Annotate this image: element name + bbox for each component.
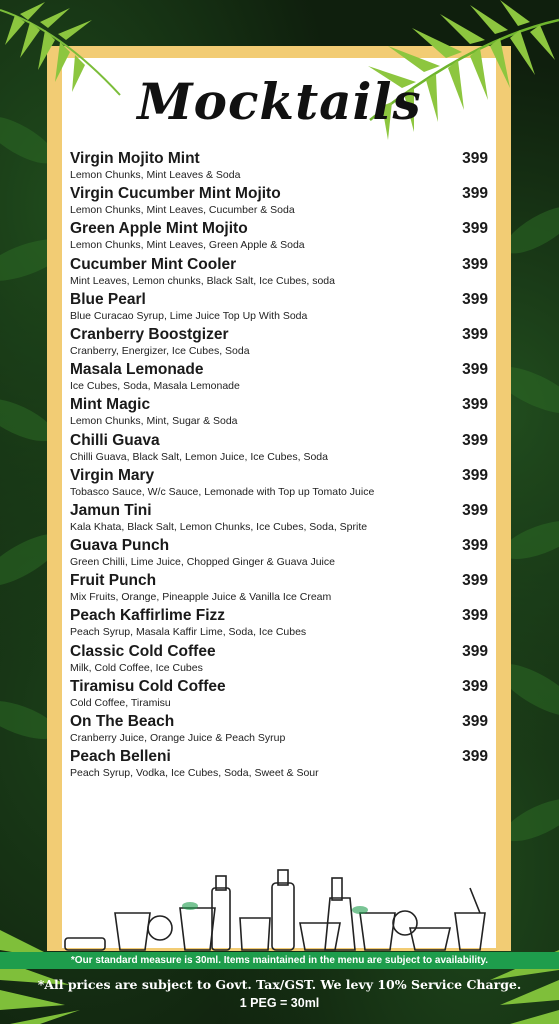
menu-item-price: 399 [462, 466, 488, 484]
menu-item-name: Tiramisu Cold Coffee [70, 677, 226, 695]
menu-item [70, 150, 488, 185]
menu-item-description: Chilli Guava, Black Salt, Lemon Juice, Ice Cubes, Soda [70, 450, 328, 463]
menu-item [70, 467, 488, 502]
menu-item-name: Virgin Mojito Mint [70, 150, 200, 167]
menu-list [70, 150, 488, 783]
menu-item-price: 399 [462, 361, 488, 379]
menu-item-name: Virgin Mary [70, 466, 155, 484]
menu-item-price: 399 [462, 431, 488, 449]
menu-item-name: Mint Magic [70, 396, 151, 414]
menu-item [70, 643, 488, 678]
menu-item-description: Cranberry, Energizer, Ice Cubes, Soda [70, 344, 250, 357]
menu-item [70, 396, 488, 431]
menu-item-description: Mix Fruits, Orange, Pineapple Juice & Vanilla Ice Cream [70, 591, 332, 604]
menu-item-name: Peach Belleni [70, 748, 171, 766]
menu-item-price: 399 [462, 290, 488, 308]
menu-item-description: Mint Leaves, Lemon chunks, Black Salt, Ice Cubes, soda [70, 274, 335, 287]
menu-item-name: Blue Pearl [70, 290, 146, 308]
menu-item-price: 399 [462, 642, 488, 660]
menu-item-name: Guava Punch [70, 537, 170, 555]
menu-item-description: Green Chilli, Lime Juice, Chopped Ginger & Guava Juice [70, 556, 335, 569]
tax-notice: *All prices are subject to Govt. Tax/GST. We levy 10% Service Charge. [37, 977, 522, 992]
menu-item-name: Peach Kaffirlime Fizz [70, 607, 226, 625]
menu-item-name: Jamun Tini [70, 501, 152, 519]
menu-item-description: Peach Syrup, Masala Kaffir Lime, Soda, Ice Cubes [70, 626, 307, 639]
menu-item [70, 432, 488, 467]
menu-item-description: Lemon Chunks, Mint Leaves, Green Apple & Soda [70, 239, 305, 252]
menu-item [70, 572, 488, 607]
menu-item-name: Virgin Cucumber Mint Mojito [70, 185, 281, 203]
menu-item-price: 399 [462, 748, 488, 766]
menu-item-description: Cranberry Juice, Orange Juice & Peach Syrup [70, 732, 286, 744]
drinks-illustration [60, 868, 500, 953]
menu-item [70, 256, 488, 291]
menu-item-name: On The Beach [70, 713, 175, 730]
menu-item-price: 399 [462, 501, 488, 519]
menu-item-description: Peach Syrup, Vodka, Ice Cubes, Soda, Sweet & Sour [70, 767, 319, 780]
menu-item-price: 399 [462, 220, 488, 238]
menu-item [70, 291, 488, 326]
menu-item-price: 399 [462, 325, 488, 343]
menu-item-price: 399 [462, 607, 488, 625]
menu-item-name: Cucumber Mint Cooler [70, 255, 237, 273]
menu-item [70, 713, 488, 748]
menu-item-description: Blue Curacao Syrup, Lime Juice Top Up With Soda [70, 309, 308, 322]
menu-item [70, 361, 488, 396]
menu-item-name: Cranberry Boostgizer [70, 325, 229, 343]
menu-item-description: Kala Khata, Black Salt, Lemon Chunks, Ice Cubes, Soda, Sprite [70, 520, 368, 533]
menu-item [70, 220, 488, 255]
menu-item-price: 399 [462, 396, 488, 414]
menu-item-description: Milk, Cold Coffee, Ice Cubes [70, 661, 203, 674]
menu-item-price: 399 [462, 677, 488, 695]
availability-notice: *Our standard measure is 30ml. Items maintained in the menu are subject to availability. [0, 952, 559, 969]
menu-item [70, 678, 488, 713]
menu-item [70, 502, 488, 537]
menu-item-name: Fruit Punch [70, 572, 157, 590]
menu-item [70, 748, 488, 783]
menu-item-description: Ice Cubes, Soda, Masala Lemonade [70, 380, 240, 393]
menu-item [70, 607, 488, 642]
menu-item [70, 326, 488, 361]
menu-item-description: Tobasco Sauce, W/c Sauce, Lemonade with Top up Tomato Juice [70, 485, 375, 498]
menu-item-name: Masala Lemonade [70, 361, 204, 379]
menu-item-name: Green Apple Mint Mojito [70, 220, 248, 238]
menu-item-price: 399 [462, 713, 488, 730]
menu-item-name: Chilli Guava [70, 431, 160, 449]
menu-item-price: 399 [462, 572, 488, 590]
menu-item-price: 399 [462, 150, 488, 167]
menu-item-price: 399 [462, 537, 488, 555]
menu-item-description: Lemon Chunks, Mint, Sugar & Soda [70, 415, 238, 428]
menu-item [70, 537, 488, 572]
menu-item-description: Lemon Chunks, Mint Leaves & Soda [70, 169, 241, 181]
menu-item-price: 399 [462, 185, 488, 203]
page-title: Mocktails [137, 72, 422, 131]
menu-item-name: Classic Cold Coffee [70, 642, 216, 660]
menu-item [70, 185, 488, 220]
menu-item-description: Cold Coffee, Tiramisu [70, 696, 171, 709]
menu-item-description: Lemon Chunks, Mint Leaves, Cucumber & Soda [70, 204, 295, 217]
peg-measure: 1 PEG = 30ml [239, 996, 320, 1010]
menu-item-price: 399 [462, 255, 488, 273]
